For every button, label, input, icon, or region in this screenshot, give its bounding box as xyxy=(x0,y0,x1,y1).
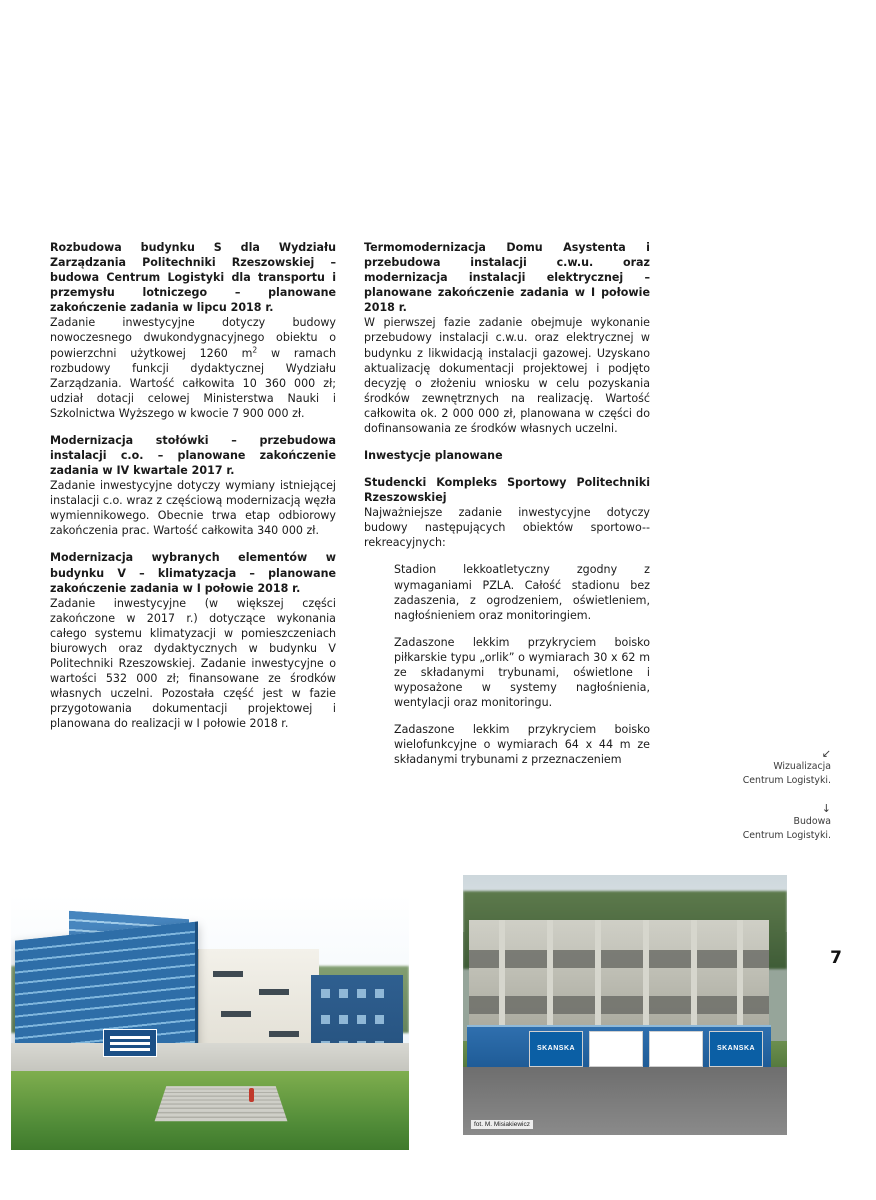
heading-termomodernizacja-domu-asystenta: Termomodernizacja Domu Asystenta i przebudowa instalacji c.w.u. oraz modernizacja instalacji elektrycznej – planowane zakończenie zadania w I połowie 2018 r. xyxy=(364,241,650,315)
photo-building-under-construction xyxy=(469,920,769,1032)
list-item: Zadaszone lekkim przykryciem boisko wielofunkcyjne o wymiarach 64 x 44 m ze składanymi trybunami z przeznaczeniem xyxy=(394,723,650,767)
text-columns xyxy=(50,240,650,767)
photo-site-fence xyxy=(467,1025,771,1071)
right-column xyxy=(364,240,650,767)
subheading-inwestycje-planowane: Inwestycje planowane xyxy=(364,449,503,463)
photo-visualization-logistics-center xyxy=(11,895,409,1150)
bullet-list-obiekty xyxy=(364,562,650,767)
caption-line-2: Centrum Logistyki. xyxy=(742,830,831,842)
caption-line-1: Budowa xyxy=(793,816,831,828)
paragraph-studencki-kompleks-sportowy: Najważniejsze zadanie inwestycyjne dotyczy budowy następujących obiektów sportowo--rekreacyjnych: xyxy=(364,506,650,550)
caption-budowa xyxy=(661,803,831,842)
page-number: 7 xyxy=(830,948,842,968)
paragraph-modernizacja-stolowki: Zadanie inwestycyjne dotyczy wymiany istniejącej instalacji c.o. wraz z częściową modernizacją węzła wymiennikowego. Obecnie trwa etap odbiorowy zakończenia prac. Wartość całkowita 340 000 zł. xyxy=(50,479,336,538)
photo-credit: fot. M. Misiakiewicz xyxy=(471,1120,533,1129)
photo-banner xyxy=(589,1031,643,1067)
paragraph-text-part1: Zadanie inwestycyjne dotyczy budowy nowoczesnego dwukondygnacyjnego obiektu o powierzchni użytkowej 1260 m xyxy=(50,316,336,360)
heading-rozbudowa-budynku-s: Rozbudowa budynku S dla Wydziału Zarządzania Politechniki Rzeszowskiej – budowa Centrum Logistyki dla transportu i przemysłu lotniczego – planowane zakończenie zadania w lipcu 2018 r. xyxy=(50,241,336,315)
photo-banner-skanska: SKANSKA xyxy=(709,1031,763,1067)
paragraph-rozbudowa-budynku-s xyxy=(50,315,336,421)
figure-captions xyxy=(661,748,831,843)
list-item: Stadion lekkoatletyczny zgodny z wymaganiami PZLA. Całość stadionu bez zadaszenia, z ogrodzeniem, oświetleniem, nagłośnieniem oraz monitoringiem. xyxy=(394,563,650,622)
heading-modernizacja-stolowki: Modernizacja stołówki – przebudowa instalacji c.o. – planowane zakończenie zadania w IV kwartale 2017 r. xyxy=(50,433,336,478)
caption-line-2: Centrum Logistyki. xyxy=(742,774,831,786)
photo-stairs xyxy=(155,1086,288,1121)
photo-banner-skanska: SKANSKA xyxy=(529,1031,583,1067)
photo-construction-logistics-center xyxy=(463,875,787,1135)
photo-banner xyxy=(649,1031,703,1067)
heading-modernizacja-budynku-v: Modernizacja wybranych elementów w budynku V – klimatyzacja – planowane zakończenie zadania w I połowie 2018 r. xyxy=(50,551,336,595)
paragraph-text-part2: w ramach rozbudowy funkcji dydaktycznej Wydziału Zarządzania. Wartość całkowita 10 360 000 zł; udział dotacji celowej Ministerstwa Nauki i Szkolnictwa Wyższego w kwocie 7 900 000 zł. xyxy=(50,346,336,420)
superscript-square-meters: 2 xyxy=(252,344,258,354)
arrow-down-left-icon: ↙ xyxy=(821,747,831,760)
paragraph-termomodernizacja-domu-asystenta: W pierwszej fazie zadanie obejmuje wykonanie przebudowy instalacji c.w.u. oraz elektrycznej w budynku z likwidacją instalacji gazowej. Uzyskano aktualizację dokumentacji projektowej i podjęto decyzję o złożeniu wniosku w celu pozyskania środków zewnętrznych na realizację. Wartość całkowita ok. 2 000 000 zł, planowana w części do dofinansowania ze środków własnych uczelni. xyxy=(364,316,650,435)
caption-wizualizacja xyxy=(661,748,831,787)
left-column xyxy=(50,240,336,767)
photo-person xyxy=(249,1088,254,1102)
photo-building-sign xyxy=(103,1029,157,1057)
paragraph-modernizacja-budynku-v: Zadanie inwestycyjne (w większej części zakończone w 2017 r.) dotyczące wykonania całego systemu klimatyzacji w pomieszczeniach biurowych oraz dydaktycznych w budynku V Politechniki Rzeszowskiej. Zadanie inwestycyjne o wartości 532 000 zł; finansowane ze środków własnych uczelni. Pozostała część jest w fazie przygotowania dokumentacji projektowej i planowana do realizacji w I połowie 2018 r. xyxy=(50,596,336,731)
heading-studencki-kompleks-sportowy: Studencki Kompleks Sportowy Politechniki Rzeszowskiej xyxy=(364,476,650,505)
list-item: Zadaszone lekkim przykryciem boisko piłkarskie typu „orlik” o wymiarach 30 x 62 m ze składanymi trybunami, oświetlone i wyposażone w systemy nagłośnienia, wentylacji oraz monitoringu. xyxy=(394,635,650,710)
caption-line-1: Wizualizacja xyxy=(773,761,831,773)
arrow-down-icon: ↓ xyxy=(821,802,831,816)
